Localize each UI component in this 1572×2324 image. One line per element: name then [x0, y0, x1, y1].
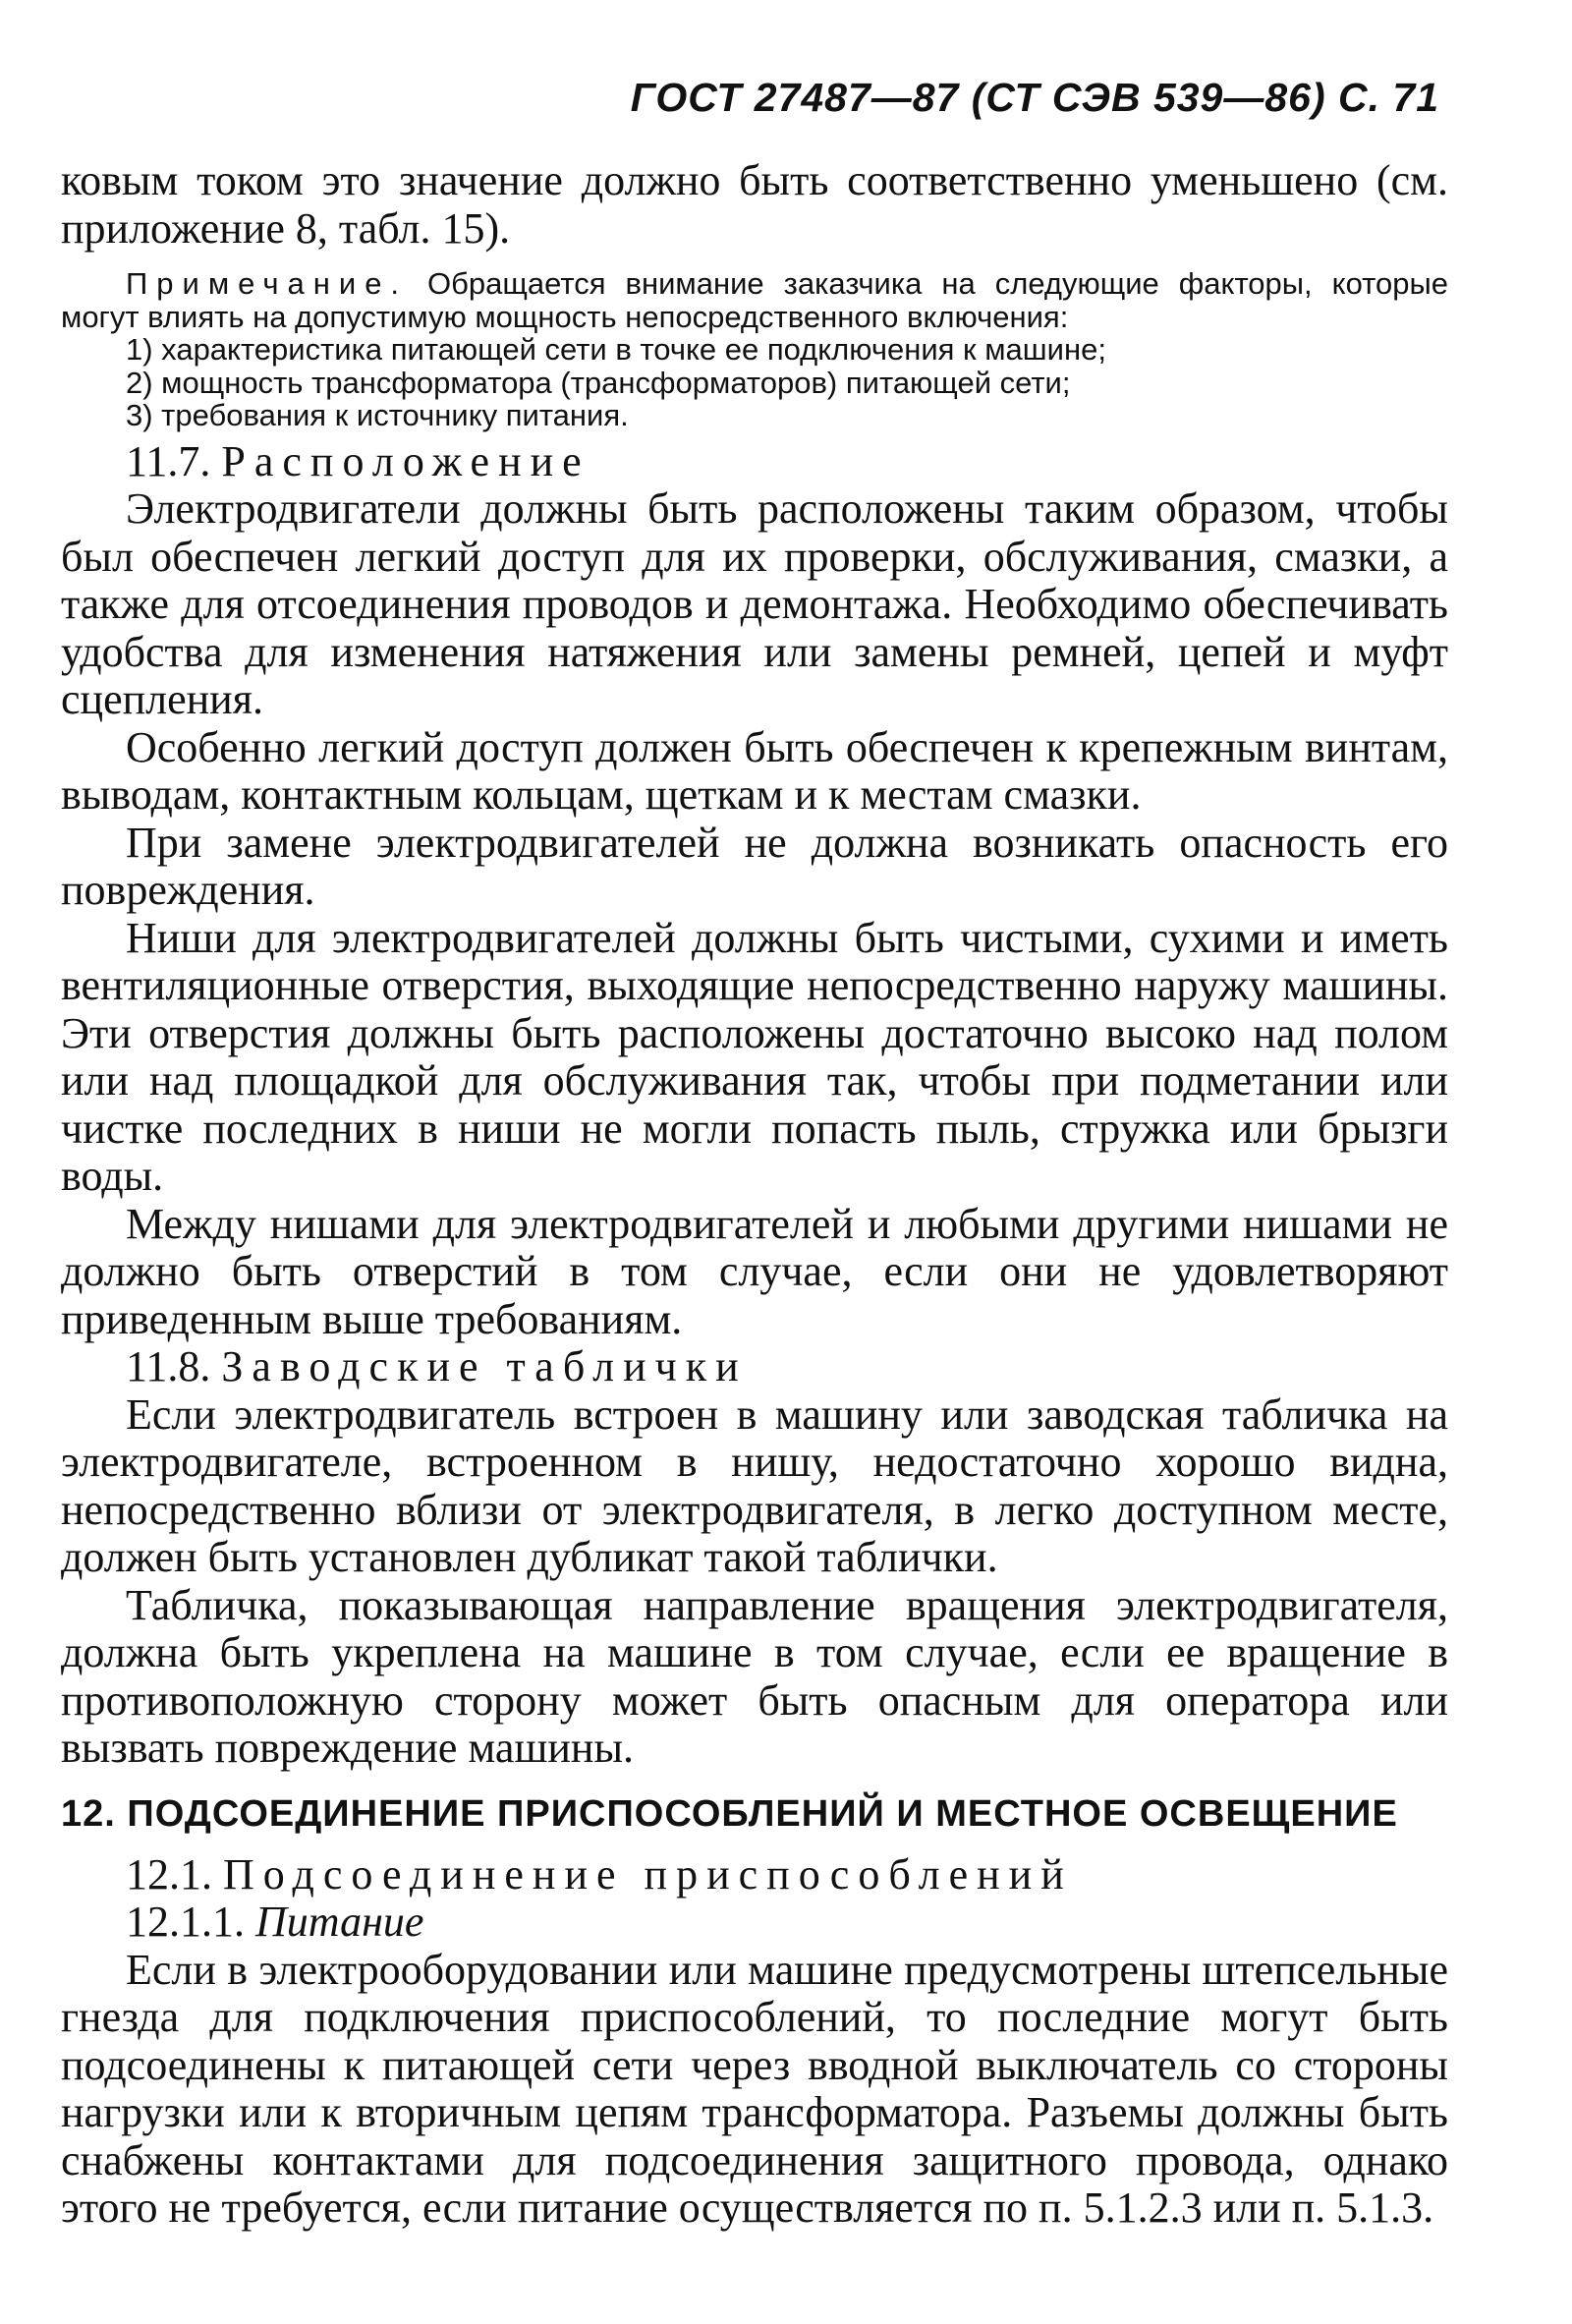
- note-item-2: 2) мощность трансформатора (трансформаторов) питающей сети;: [126, 365, 1071, 400]
- paragraph-11-7-e: Между нишами для электродвигателей и любыми другими нишами не должно быть отверстий в том случае, если они не удовлетворяют приведенным выше требованиям.: [61, 1199, 1448, 1343]
- paragraph-11-7-a: Электродвигатели должны быть расположены таким образом, чтобы был обеспечен легкий доступ для их проверки, обслуживания, смазки, а также для отсоединения проводов и демонтажа. Необходимо обеспечивать удобства для изменения натяжения или замены ремней, цепей и муфт сцепления.: [61, 484, 1448, 723]
- section-heading-11-7: [61, 438, 1448, 486]
- section-number-12-1-1: 12.1.1.: [126, 1898, 245, 1946]
- section-number-11-7: 11.7.: [126, 436, 211, 485]
- page-header: ГОСТ 27487—87 (СТ СЭВ 539—86) С. 71: [630, 75, 1439, 120]
- note-block: [61, 267, 1448, 432]
- chapter-heading-12: 12. ПОДСОЕДИНЕНИЕ ПРИСПОСОБЛЕНИЙ И МЕСТНОЕ ОСВЕЩЕНИЕ: [61, 1792, 1398, 1835]
- paragraph-11-8-b: Табличка, показывающая направление вращения электродвигателя, должна быть укреплена на машине в том случае, если ее вращение в противоположную сторону может быть опасным для оператора или вызвать повреждение машины.: [61, 1580, 1448, 1772]
- page-content: [61, 157, 1448, 2233]
- section-title-12-1-1: Питание: [255, 1898, 424, 1946]
- section-number-12-1: 12.1.: [126, 1849, 212, 1899]
- paragraph-11-7-d: Ниши для электродвигателей должны быть чистыми, сухими и иметь вентиляционные отверстия, выходящие непосредственно наружу машины. Эти отверстия должны быть расположены достаточно высоко над полом или над площадкой для обслуживания так, чтобы при подметании или чистке последних в ниши не могли попасть пыль, стружка или брызги воды.: [61, 913, 1448, 1200]
- section-title-11-8: Заводские таблички: [221, 1342, 748, 1390]
- note-item-3: 3) требования к источнику питания.: [126, 398, 629, 432]
- paragraph-12-1-1: Если в электрооборудовании или машине предусмотрены штепсельные гнезда для подключения приспособлений, то последние могут быть подсоединены к питающей сети через вводной выключатель со стороны нагрузки или к вторичным цепям трансформатора. Разъемы должны быть снабжены контактами для подсоединения защитного провода, однако этого не требуется, если питание осуществляется по п. 5.1.2.3 или п. 5.1.3.: [61, 1945, 1448, 2232]
- note-item-1: 1) характеристика питающей сети в точке ее подключения к машине;: [126, 332, 1106, 367]
- intro-paragraph: ковым током это значение должно быть соответственно уменьшено (см. приложение 8, табл. 15).: [61, 156, 1448, 253]
- section-number-11-8: 11.8.: [126, 1342, 211, 1390]
- section-heading-12-1: [61, 1851, 1448, 1899]
- section-title-11-7: Расположение: [221, 436, 590, 485]
- section-heading-12-1-1: [61, 1899, 1448, 1947]
- paragraph-11-7-b: Особенно легкий доступ должен быть обеспечен к крепежным винтам, выводам, контактным кольцам, щеткам и к местам смазки.: [61, 722, 1448, 819]
- section-heading-11-8: [61, 1343, 1448, 1391]
- note-label: Примечание.: [126, 266, 409, 301]
- note-text: Обращается внимание заказчика на следующие факторы, которые могут влиять на допустимую мощность непосредственного включения:: [61, 266, 1448, 334]
- note-paragraph: [61, 267, 1448, 333]
- paragraph-11-7-c: При замене электродвигателей не должна возникать опасность его повреждения.: [61, 818, 1448, 914]
- section-title-12-1: Подсоединение приспособлений: [223, 1849, 1073, 1899]
- paragraph-11-8-a: Если электродвигатель встроен в машину или заводская табличка на электродвигателе, встроенном в нишу, недостаточно хорошо видна, непосредственно вблизи от электродвигателя, в легко доступном месте, должен быть установлен дубликат такой таблички.: [61, 1389, 1448, 1581]
